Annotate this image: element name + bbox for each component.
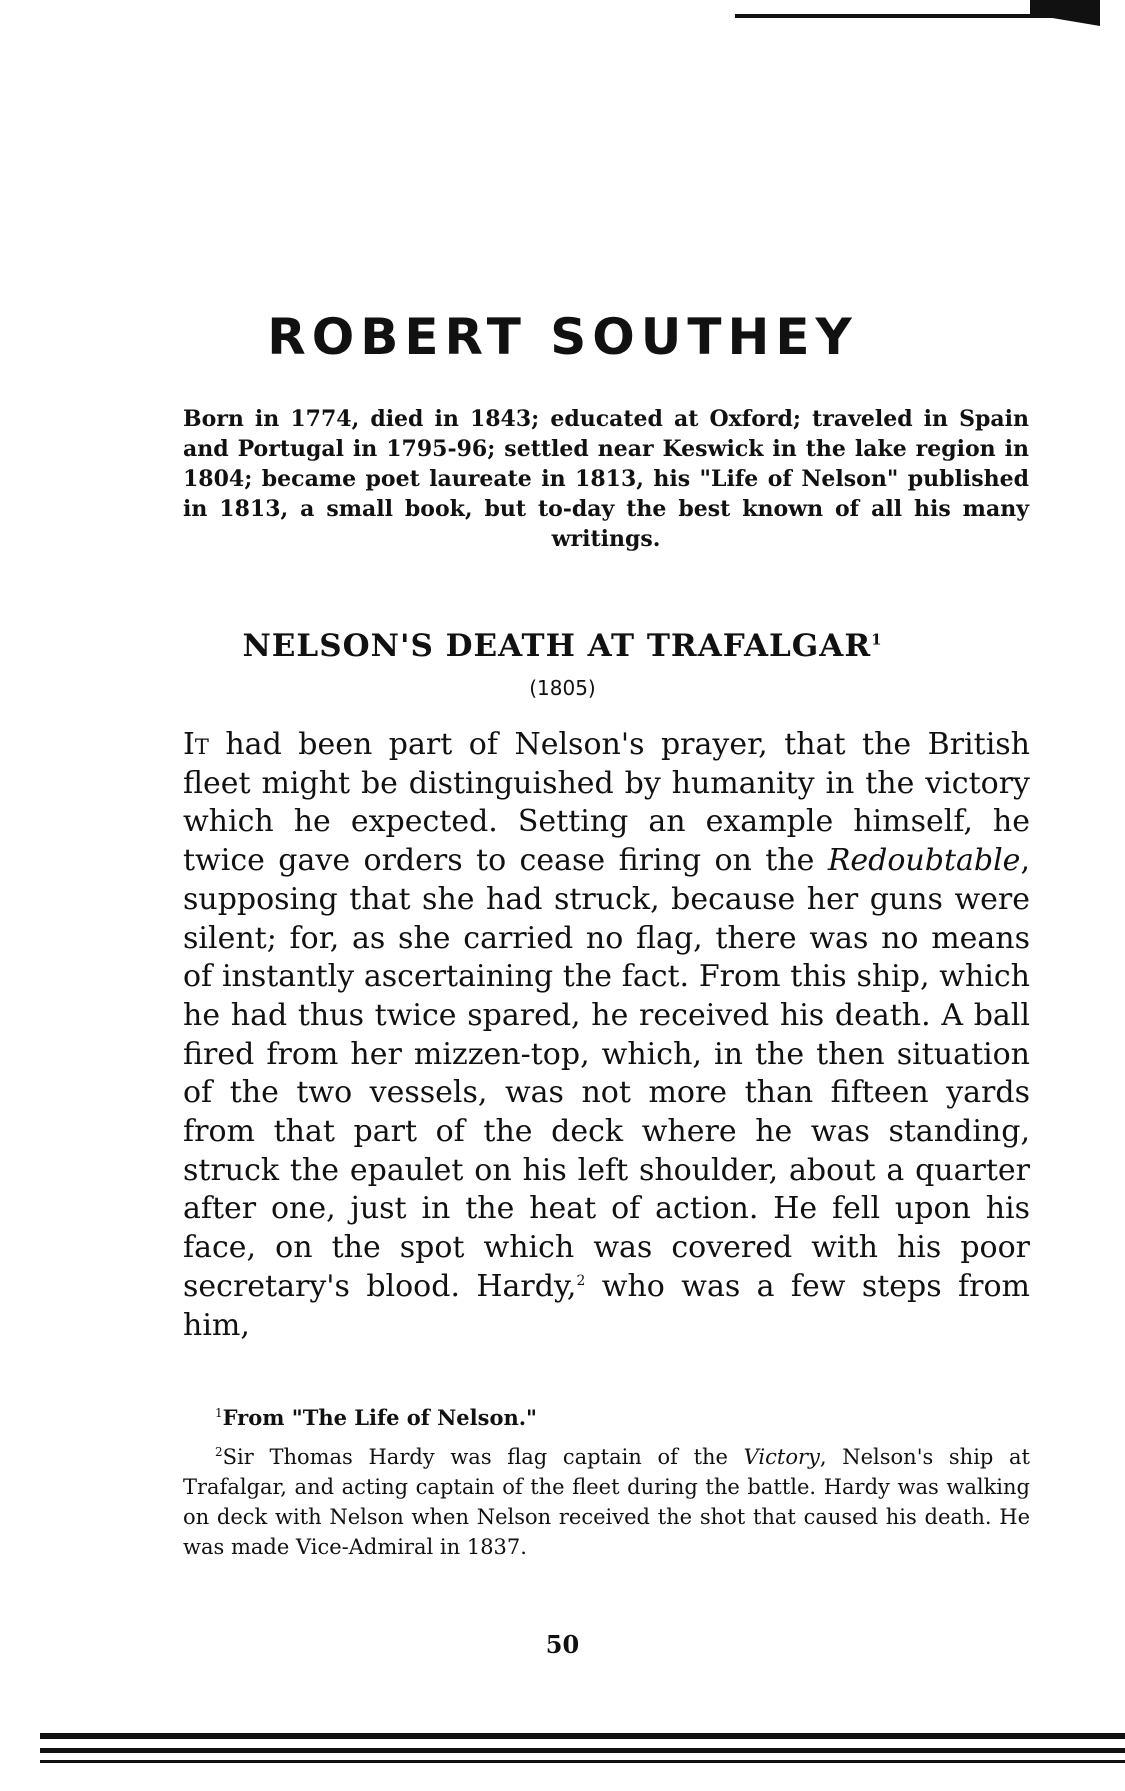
footnote-marker: 2 [215, 1445, 223, 1459]
ship-name-redoubtable: Redoubtable [827, 843, 1021, 879]
essay-lead-word: It [183, 727, 209, 762]
author-name: ROBERT SOUTHEY [267, 308, 858, 366]
bottom-rule [40, 1760, 1125, 1763]
footnote-2 [183, 1442, 1030, 1562]
top-rule-mark [1030, 0, 1100, 26]
page-number: 50 [545, 1630, 580, 1659]
essay-year: (1805) [529, 676, 596, 700]
footnote-1 [183, 1403, 1030, 1433]
bottom-rule [40, 1748, 1125, 1753]
footnote-text: , Nelson's ship at Trafalgar, and acting captain of the fleet during the battle. Hardy was walking on deck with Nelson when Nelson received the shot that caused his death. He was made Vice-Admiral in 1837. [183, 1445, 1030, 1559]
footnotes [183, 1403, 1030, 1562]
essay-title [0, 628, 1125, 664]
footnote-text: From "The Life of Nelson." [222, 1405, 537, 1430]
footnote-marker: 1 [215, 1406, 223, 1420]
footnote-text: Sir Thomas Hardy was flag captain of the [222, 1445, 744, 1469]
essay-text-part1: had been part of Nelson's prayer, that the British fleet might be distinguished by humanity in the victory which he expected. Setting an example himself, he twice gave orders to cease firing on the [183, 727, 1030, 879]
essay-title-footnote-marker: 1 [871, 630, 883, 649]
hardy-footnote-marker: 2 [576, 1272, 586, 1289]
author-bio: Born in 1774, died in 1843; educated at Oxford; traveled in Spain and Portugal in 1795-96; settled near Keswick in the lake region in 1804; became poet laureate in 1813, his "Life of Nelson" published in 1813, a small book, but to-day the best known of all his many writings. [183, 406, 1029, 552]
essay-text-part3: who was a few steps from him, [183, 1268, 1031, 1343]
essay-body [183, 726, 1030, 1345]
bottom-rule [40, 1733, 1125, 1739]
ship-name-victory: Victory [743, 1445, 820, 1469]
essay-title-text: NELSON'S DEATH AT TRAFALGAR [242, 628, 872, 664]
essay-text-part2: , supposing that she had struck, because her guns were silent; for, as she carried no flag, there was no means of instantly ascertaining the fact. From this ship, which he had thus twice spared, he received his death. A ball fired from her mizzen-top, which, in the then situation of the two vessels, was not more than fifteen yards from that part of the deck where he was standing, struck the epaulet on his left shoulder, about a quarter after one, just in the heat of action. He fell upon his face, on the spot which was covered with his poor secretary's blood. Hardy, [183, 843, 1030, 1304]
